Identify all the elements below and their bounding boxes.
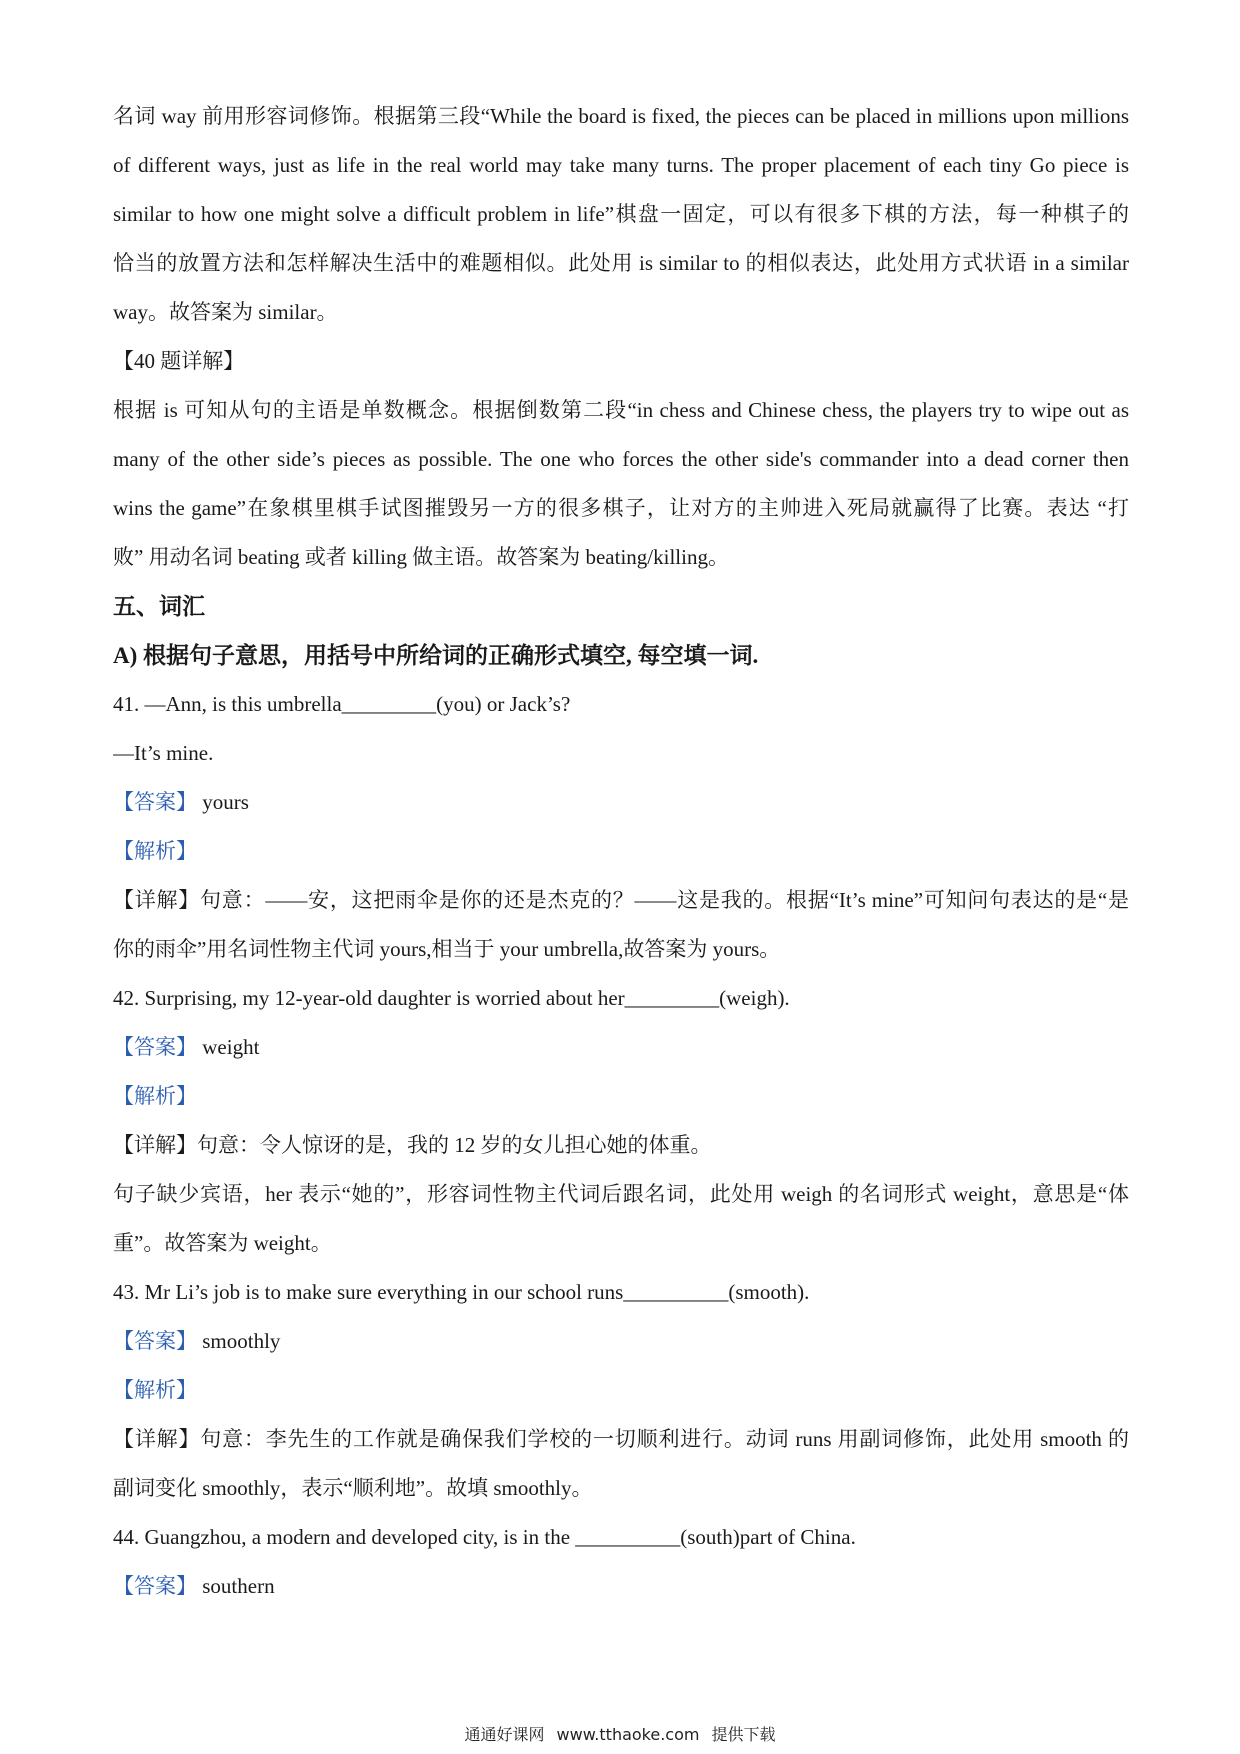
answer-label: 【答案】 (113, 1329, 197, 1353)
answer-label: 【答案】 (113, 1574, 197, 1598)
question-41-answer (113, 778, 1129, 827)
section-subtitle: A) 根据句子意思，用括号中所给词的正确形式填空, 每空填一词. (113, 643, 759, 668)
detail-line: 句子缺少宾语，her 表示“她的”，形容词性物主代词后跟名词，此处用 weigh 的名词形式 weight，意思是“体 (113, 1182, 1129, 1206)
analysis-label: 【解析】 (113, 1084, 197, 1108)
paragraph-line: of different ways, just as life in the real world may take many turns. The proper placement of each tiny Go piece is (113, 153, 1129, 177)
footer-note: 提供下载 (711, 1725, 776, 1744)
detail-line: 重”。故答案为 weight。 (113, 1231, 332, 1255)
answer-label: 【答案】 (113, 790, 197, 814)
analysis-label: 【解析】 (113, 1378, 197, 1402)
paragraph-line: many of the other side’s pieces as possible. The one who forces the other side's commander into a dead corner then (113, 447, 1129, 471)
paragraph-line: 根据 is 可知从句的主语是单数概念。根据倒数第二段“in chess and Chinese chess, the players try to wipe out as (113, 398, 1129, 422)
detail-line: 【详解】句意：——安，这把雨伞是你的还是杰克的？——这是我的。根据“It’s mine”可知问句表达的是“是 (113, 888, 1129, 912)
document-page (113, 92, 1129, 1611)
paragraph-line: 名词 way 前用形容词修饰。根据第三段“While the board is fixed, the pieces can be placed in millions upon millions (113, 104, 1129, 128)
answer-value: weight (202, 1035, 260, 1059)
paragraph-line: 恰当的放置方法和怎样解决生活中的难题相似。此处用 is similar to 的相似表达，此处用方式状语 in a similar (113, 251, 1129, 275)
question-42-answer (113, 1023, 1129, 1072)
question-43-stem: 43. Mr Li’s job is to make sure everything in our school runs__________(smooth). (113, 1280, 810, 1304)
detail-line: 【详解】句意：李先生的工作就是确保我们学校的一切顺利进行。动词 runs 用副词修饰，此处用 smooth 的 (113, 1427, 1129, 1451)
question-44-stem: 44. Guangzhou, a modern and developed city, is in the __________(south)part of China. (113, 1525, 856, 1549)
answer-value: southern (202, 1574, 275, 1598)
answer-label: 【答案】 (113, 1035, 197, 1059)
page-footer (0, 1722, 1240, 1745)
question-42-stem: 42. Surprising, my 12-year-old daughter is worried about her_________(weigh). (113, 986, 790, 1010)
detail-line: 【详解】句意：令人惊讶的是，我的 12 岁的女儿担心她的体重。 (113, 1133, 712, 1157)
question-43-answer (113, 1317, 1129, 1366)
answer-value: smoothly (202, 1329, 281, 1353)
footer-url[interactable]: www.tthaoke.com (556, 1725, 700, 1744)
q40-heading: 【40 题详解】 (113, 349, 245, 373)
paragraph-line: similar to how one might solve a difficult problem in life”棋盘一固定，可以有很多下棋的方法，每一种棋子的 (113, 202, 1129, 226)
detail-line: 你的雨伞”用名词性物主代词 yours,相当于 your umbrella,故答案为 yours。 (113, 937, 781, 961)
paragraph-line: wins the game”在象棋里棋手试图摧毁另一方的很多棋子，让对方的主帅进入死局就赢得了比赛。表达 “打 (113, 496, 1129, 520)
analysis-label: 【解析】 (113, 839, 197, 863)
paragraph-line: 败” 用动名词 beating 或者 killing 做主语。故答案为 beating/killing。 (113, 545, 729, 569)
section-title: 五、词汇 (113, 594, 205, 619)
paragraph-line: way。故答案为 similar。 (113, 300, 338, 324)
question-44-answer (113, 1562, 1129, 1611)
footer-site-name: 通通好课网 (464, 1725, 545, 1744)
answer-value: yours (202, 790, 249, 814)
detail-line: 副词变化 smoothly，表示“顺利地”。故填 smoothly。 (113, 1476, 593, 1500)
question-41-reply: —It’s mine. (113, 741, 214, 765)
question-41-stem: 41. —Ann, is this umbrella_________(you) or Jack’s? (113, 692, 571, 716)
